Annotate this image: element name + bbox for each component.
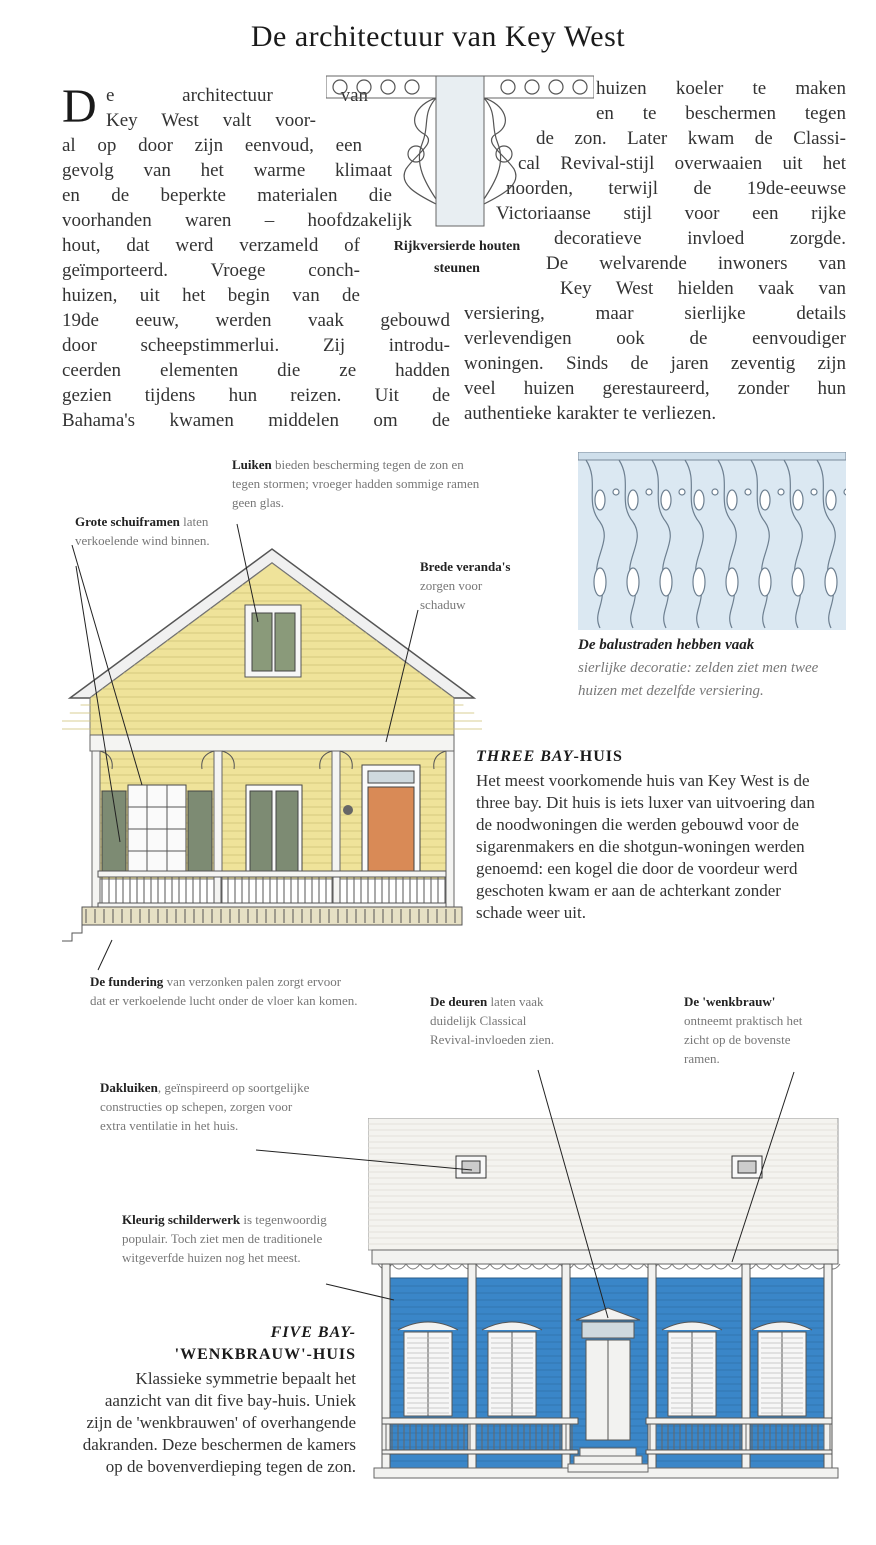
bracket-illustration bbox=[326, 74, 594, 234]
five-bay-house-illustration bbox=[368, 1118, 850, 1500]
annotation-deuren bbox=[430, 992, 558, 1049]
annotation-veranda-bold: Brede veranda's bbox=[420, 559, 511, 574]
intro-col1-line: voorhanden waren – hoofdzakelijk bbox=[62, 210, 412, 231]
intro-col1-line: Key West valt voor- bbox=[106, 110, 316, 131]
page-title: De architectuur van Key West bbox=[250, 20, 626, 53]
three-bay-heading-rest: -HUIS bbox=[573, 748, 623, 765]
intro-col1-line: hout, dat werd verzameld of bbox=[62, 235, 360, 256]
intro-col2-line: huizen koeler te maken bbox=[596, 78, 846, 99]
annotation-fundering-bold: De fundering bbox=[90, 974, 164, 989]
intro-col2-line: de zon. Later kwam de Classi- bbox=[536, 128, 846, 149]
annotation-luiken-text: bieden bescherming tegen de zon en tegen stormen; vroeger hadden sommige ramen geen glas. bbox=[232, 457, 480, 510]
annotation-wenkbrauw bbox=[684, 992, 822, 1068]
intro-col2-line: noorden, terwijl de 19de-eeuwse bbox=[506, 178, 846, 199]
intro-col1-line: geïmporteerd. Vroege conch- bbox=[62, 260, 360, 281]
annotation-schuiframen-bold: Grote schuiframen bbox=[75, 514, 180, 529]
intro-col2-line: en te beschermen tegen bbox=[596, 103, 846, 124]
balustrade-caption bbox=[578, 634, 846, 703]
bracket-caption: Rijkversierde houten steunen bbox=[393, 239, 521, 276]
five-bay-heading-line1: FIVE BAY- bbox=[270, 1324, 356, 1341]
intro-col1-line: 19de eeuw, werden vaak gebouwd bbox=[62, 310, 450, 331]
intro-col2-line: Victoriaanse stijl voor een rijke bbox=[496, 203, 846, 224]
annotation-luiken bbox=[232, 455, 480, 512]
three-bay-heading-italic: THREE BAY bbox=[476, 748, 574, 765]
annotation-schilderwerk bbox=[122, 1210, 340, 1267]
annotation-fundering bbox=[90, 972, 358, 1010]
balustrade-illustration bbox=[578, 452, 846, 630]
annotation-dakluiken bbox=[100, 1078, 318, 1135]
intro-col1-line: Bahama's kwamen middelen om de bbox=[62, 410, 450, 431]
three-bay-heading bbox=[476, 746, 826, 768]
balustrade-caption-bold: De balustraden hebben vaak bbox=[578, 637, 755, 653]
intro-col1-line: huizen, uit het begin van de bbox=[62, 285, 360, 306]
intro-col2-line: authentieke karakter te verliezen. bbox=[464, 403, 717, 424]
annotation-wenkbrauw-text: ontneemt praktisch het zicht op de bovenste ramen. bbox=[684, 1013, 803, 1066]
annotation-fundering-text: van verzonken palen zorgt ervoor dat er verkoelende lucht onder de vloer kan komen. bbox=[90, 974, 358, 1008]
annotation-luiken-bold: Luiken bbox=[232, 457, 272, 472]
annotation-schilderwerk-text: is tegenwoordig populair. Toch ziet men de traditionele witgeverfde huizen nog het meest. bbox=[122, 1212, 327, 1265]
intro-col2-line: De welvarende inwoners van bbox=[546, 253, 846, 274]
five-bay-heading-line2: 'WENKBRAUW'-HUIS bbox=[174, 1346, 356, 1363]
intro-col1-line: ceerden elementen die ze hadden bbox=[62, 360, 450, 381]
three-bay-section bbox=[476, 746, 826, 924]
intro-col1-line: en de beperkte materialen die bbox=[62, 185, 392, 206]
intro-col2-line: woningen. Sinds de jaren zeventig zijn bbox=[464, 353, 846, 374]
annotation-deuren-text: laten vaak duidelijk Classical Revival-invloeden zien. bbox=[430, 994, 555, 1047]
annotation-schilderwerk-bold: Kleurig schilderwerk bbox=[122, 1212, 241, 1227]
three-bay-text: Het meest voorkomende huis van Key West is de three bay. Dit huis is iets luxer van uitvoering dan de noodwoningen die werden gebouwd voor de sigarenmakers en die shotgun-woningen werden genoemd: een kogel die door de voordeur werd geschoten kwam er aan de achterkant zonder schade weer uit. bbox=[476, 771, 815, 922]
intro-col1-line: gevolg van het warme klimaat bbox=[62, 160, 392, 181]
intro-col2-line: versiering, maar sierlijke details bbox=[464, 303, 846, 324]
five-bay-section bbox=[80, 1322, 356, 1478]
intro-col2-line: cal Revival-stijl overwaaien uit het bbox=[518, 153, 846, 174]
annotation-dakluiken-text: , geïnspireerd op soortgelijke constructies op schepen, zorgen voor extra ventilatie in het huis. bbox=[100, 1080, 310, 1133]
intro-col1-line: e architectuur van bbox=[106, 85, 368, 106]
intro-col2-line: Key West hielden vaak van bbox=[560, 278, 846, 299]
intro-col2-line: veel huizen gerestaureerd, zonder hun bbox=[464, 378, 846, 399]
drop-cap: D bbox=[62, 80, 97, 133]
three-bay-house-illustration bbox=[62, 545, 482, 945]
annotation-deuren-bold: De deuren bbox=[430, 994, 488, 1009]
intro-col2-line: verlevendigen ook de eenvoudiger bbox=[464, 328, 846, 349]
balustrade-caption-text: sierlijke decoratie: zelden ziet men twee huizen met dezelfde versiering. bbox=[578, 660, 819, 699]
annotation-veranda-text: zorgen voor schaduw bbox=[420, 578, 483, 612]
annotation-schuiframen-text: laten verkoelende wind binnen. bbox=[75, 514, 210, 548]
intro-col1-line: door scheepstimmerlui. Zij introdu- bbox=[62, 335, 450, 356]
annotation-wenkbrauw-bold: De 'wenkbrauw' bbox=[684, 994, 776, 1009]
five-bay-text: Klassieke symmetrie bepaalt het aanzicht van dit five bay-huis. Uniek zijn de 'wenkbrauwen' of overhangende dakranden. Deze beschermen de kamers op de bovenverdieping tegen de zon. bbox=[82, 1369, 356, 1476]
intro-col1-line: al op door zijn eenvoud, een bbox=[62, 135, 362, 156]
intro-col2-line: decoratieve invloed zorgde. bbox=[554, 228, 846, 249]
intro-col1-line: gezien tijdens hun reizen. Uit de bbox=[62, 385, 450, 406]
annotation-dakluiken-bold: Dakluiken bbox=[100, 1080, 158, 1095]
